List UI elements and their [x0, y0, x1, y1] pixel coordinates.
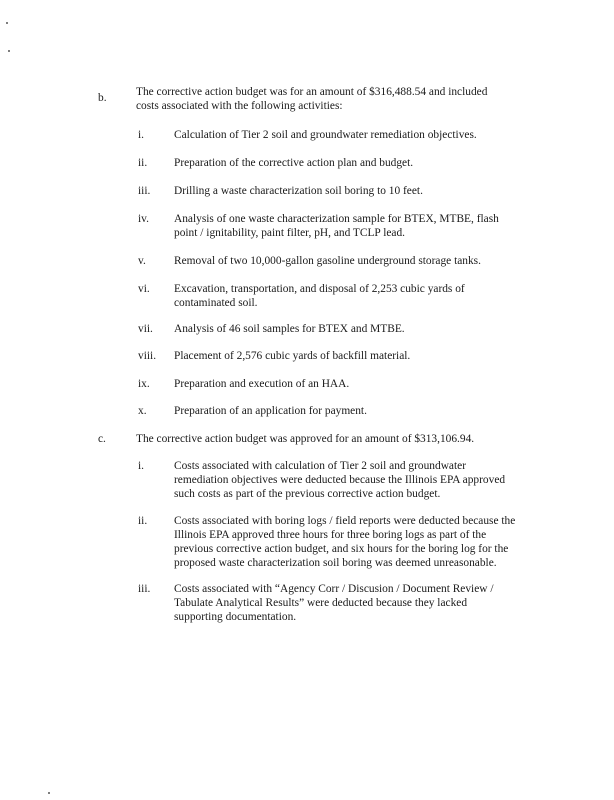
item-number: x. — [138, 405, 147, 417]
item-line: Tabulate Analytical Results” were deducted because they lacked — [174, 597, 468, 609]
item-line: such costs as part of the previous corrective action budget. — [174, 488, 441, 500]
list-item — [174, 184, 544, 198]
section-b-letter: b. — [98, 92, 107, 104]
item-number: viii. — [138, 350, 157, 362]
item-number: i. — [138, 129, 145, 141]
list-item — [174, 582, 544, 624]
list-item — [174, 377, 544, 391]
item-number: i. — [138, 460, 145, 472]
item-number: iii. — [138, 185, 151, 197]
item-line: Costs associated with “Agency Corr / Discusion / Document Review / — [174, 583, 494, 595]
item-line: Costs associated with boring logs / field reports were deducted because the — [174, 515, 516, 527]
item-line: Preparation of an application for payment. — [174, 405, 367, 417]
item-line: Excavation, transportation, and disposal of 2,253 cubic yards of — [174, 283, 465, 295]
item-line: contaminated soil. — [174, 297, 258, 309]
item-line: Removal of two 10,000-gallon gasoline underground storage tanks. — [174, 255, 481, 267]
item-number: ix. — [138, 378, 150, 390]
list-item — [174, 254, 544, 268]
scan-speck — [8, 50, 10, 52]
item-line: Analysis of 46 soil samples for BTEX and MTBE. — [174, 323, 405, 335]
item-line: Preparation and execution of an HAA. — [174, 378, 350, 390]
item-line: Costs associated with calculation of Tier 2 soil and groundwater — [174, 460, 466, 472]
section-c-intro-line: The corrective action budget was approved for an amount of $313,106.94. — [136, 433, 475, 445]
section-b-intro — [136, 85, 546, 113]
item-line: proposed waste characterization soil boring was deemed unreasonable. — [174, 557, 497, 569]
item-line: Analysis of one waste characterization sample for BTEX, MTBE, flash — [174, 213, 499, 225]
item-line: supporting documentation. — [174, 611, 297, 623]
section-c-intro — [136, 432, 546, 446]
item-number: v. — [138, 255, 146, 267]
item-line: Placement of 2,576 cubic yards of backfill material. — [174, 350, 411, 362]
item-number: ii. — [138, 157, 148, 169]
item-line: Calculation of Tier 2 soil and groundwater remediation objectives. — [174, 129, 477, 141]
list-item — [174, 282, 544, 310]
scan-speck — [48, 792, 50, 794]
item-line: Preparation of the corrective action plan and budget. — [174, 157, 414, 169]
item-number: vi. — [138, 283, 150, 295]
item-line: Drilling a waste characterization soil boring to 10 feet. — [174, 185, 423, 197]
item-line: previous corrective action budget, and six hours for the boring log for the — [174, 543, 509, 555]
list-item — [174, 128, 544, 142]
list-item — [174, 212, 544, 240]
item-line: Illinois EPA approved three hours for three boring logs as part of the — [174, 529, 487, 541]
list-item — [174, 514, 544, 570]
list-item — [174, 349, 544, 363]
item-line: point / ignitability, paint filter, pH, and TCLP lead. — [174, 227, 406, 239]
list-item — [174, 322, 544, 336]
list-item — [174, 459, 544, 501]
scan-speck — [6, 22, 8, 24]
section-b-intro-line: The corrective action budget was for an amount of $316,488.54 and included — [136, 86, 488, 98]
item-number: iv. — [138, 213, 149, 225]
section-c-letter: c. — [98, 433, 106, 445]
item-number: vii. — [138, 323, 153, 335]
item-line: remediation objectives were deducted because the Illinois EPA approved — [174, 474, 506, 486]
list-item — [174, 156, 544, 170]
item-number: ii. — [138, 515, 148, 527]
section-b-intro-line: costs associated with the following activities: — [136, 100, 343, 112]
item-number: iii. — [138, 583, 151, 595]
list-item — [174, 404, 544, 418]
